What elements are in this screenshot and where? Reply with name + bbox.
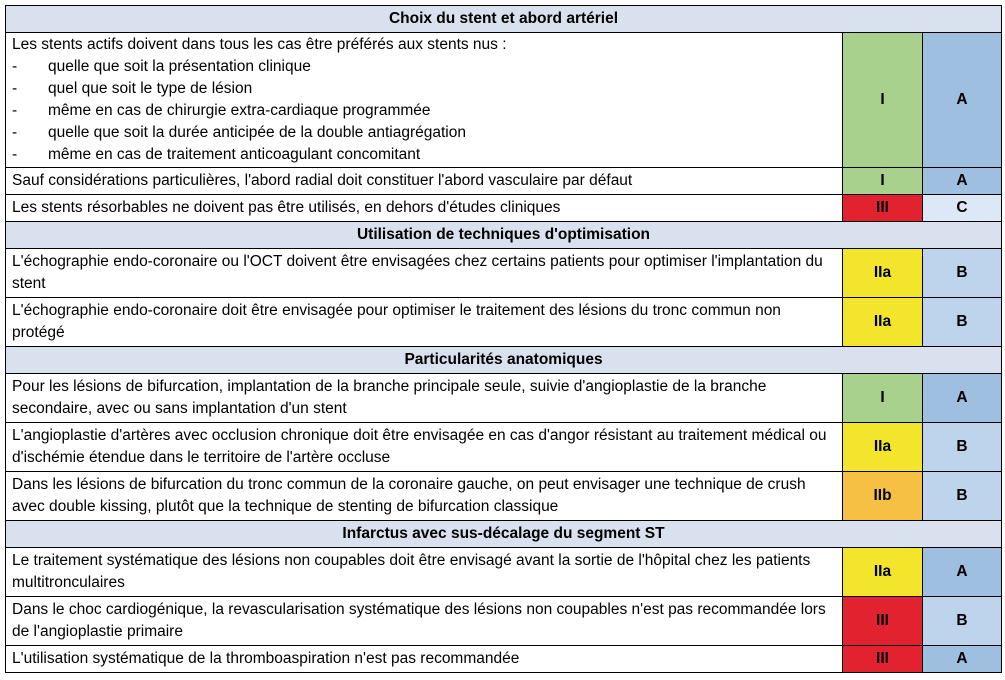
section-title: Utilisation de techniques d'optimisation bbox=[6, 222, 1002, 249]
section-header-row bbox=[6, 222, 1002, 249]
recommendation-text: Les stents résorbables ne doivent pas être utilisés, en dehors d'études cliniques bbox=[6, 195, 843, 222]
recommendation-text: Sauf considérations particulières, l'abord radial doit constituer l'abord vasculaire par défaut bbox=[6, 168, 843, 195]
table-row bbox=[6, 374, 1002, 423]
recommendation-text: L'échographie endo-coronaire ou l'OCT doivent être envisagées chez certains patients pour optimiser l'implantation du stent bbox=[6, 249, 843, 298]
level-badge: A bbox=[923, 168, 1002, 195]
recommendation-text: Dans les lésions de bifurcation du tronc commun de la coronaire gauche, on peut envisager une technique de crush avec double kissing, plutôt que la technique de stenting de bifurcation classique bbox=[6, 472, 843, 521]
table-row bbox=[6, 195, 1002, 222]
recommendation-text: Pour les lésions de bifurcation, implantation de la branche principale seule, suivie d'angioplastie de la branche secondaire, avec ou sans implantation d'un stent bbox=[6, 374, 843, 423]
recommendation-text: Dans le choc cardiogénique, la revascularisation systématique des lésions non coupables n'est pas recommandée lors de l'angioplastie primaire bbox=[6, 597, 843, 646]
level-badge: B bbox=[923, 423, 1002, 472]
table-row bbox=[6, 298, 1002, 347]
table-row bbox=[6, 597, 1002, 646]
class-badge: I bbox=[843, 33, 923, 168]
section-header-row bbox=[6, 521, 1002, 548]
level-badge: A bbox=[923, 374, 1002, 423]
level-badge: B bbox=[923, 249, 1002, 298]
level-badge: B bbox=[923, 597, 1002, 646]
table-row bbox=[6, 33, 1002, 168]
class-badge: IIa bbox=[843, 249, 923, 298]
level-badge: B bbox=[923, 472, 1002, 521]
section-header-row bbox=[6, 347, 1002, 374]
level-badge: A bbox=[923, 646, 1002, 673]
recommendation-text: Le traitement systématique des lésions non coupables doit être envisagé avant la sortie de l'hôpital chez les patients multitronculaires bbox=[6, 548, 843, 597]
section-title: Choix du stent et abord artériel bbox=[6, 6, 1002, 33]
list-item: - quel que soit le type de lésion bbox=[12, 80, 253, 97]
recommendation-intro: Les stents actifs doivent dans tous les cas être préférés aux stents nus : bbox=[12, 36, 507, 53]
level-badge: C bbox=[923, 195, 1002, 222]
section-title: Infarctus avec sus-décalage du segment ST bbox=[6, 521, 1002, 548]
recommendations-table bbox=[5, 5, 1002, 673]
list-item: - même en cas de chirurgie extra-cardiaque programmée bbox=[12, 102, 431, 119]
table-row bbox=[6, 249, 1002, 298]
recommendation-text: L'angioplastie d'artères avec occlusion chronique doit être envisagée en cas d'angor résistant au traitement médical ou d'ischémie étendue dans le territoire de l'artère occluse bbox=[6, 423, 843, 472]
class-badge: IIa bbox=[843, 423, 923, 472]
class-badge: III bbox=[843, 597, 923, 646]
table-row bbox=[6, 646, 1002, 673]
list-item: - quelle que soit la durée anticipée de la double antiagrégation bbox=[12, 124, 466, 141]
class-badge: IIb bbox=[843, 472, 923, 521]
class-badge: IIa bbox=[843, 548, 923, 597]
list-item: - quelle que soit la présentation clinique bbox=[12, 58, 311, 75]
section-title: Particularités anatomiques bbox=[6, 347, 1002, 374]
class-badge: I bbox=[843, 374, 923, 423]
table-row bbox=[6, 423, 1002, 472]
level-badge: B bbox=[923, 298, 1002, 347]
list-item: - même en cas de traitement anticoagulant concomitant bbox=[12, 146, 421, 163]
table-row bbox=[6, 168, 1002, 195]
recommendation-text bbox=[6, 33, 843, 168]
recommendation-text: L'utilisation systématique de la thromboaspiration n'est pas recommandée bbox=[6, 646, 843, 673]
level-badge: A bbox=[923, 548, 1002, 597]
class-badge: I bbox=[843, 168, 923, 195]
recommendation-text: L'échographie endo-coronaire doit être envisagée pour optimiser le traitement des lésions du tronc commun non protégé bbox=[6, 298, 843, 347]
bullet-list bbox=[12, 56, 836, 166]
class-badge: III bbox=[843, 195, 923, 222]
class-badge: III bbox=[843, 646, 923, 673]
class-badge: IIa bbox=[843, 298, 923, 347]
section-header-row bbox=[6, 6, 1002, 33]
level-badge: A bbox=[923, 33, 1002, 168]
table-row bbox=[6, 548, 1002, 597]
table-row bbox=[6, 472, 1002, 521]
